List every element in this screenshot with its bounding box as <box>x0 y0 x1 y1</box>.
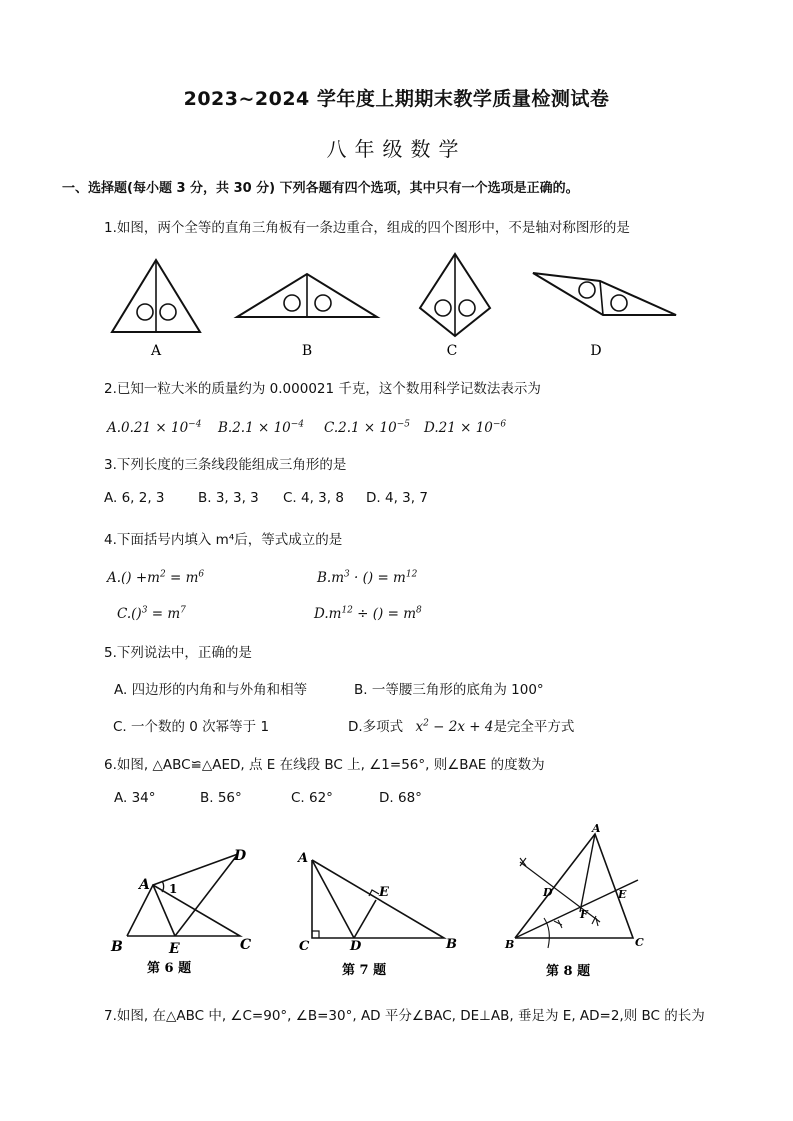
q1-figures <box>100 250 700 370</box>
question-3: 3.下列长度的三条线段能组成三角形的是 <box>104 457 347 473</box>
fig8-point-d: D <box>543 886 553 899</box>
fig6-angle-1: 1 <box>169 882 178 896</box>
q1-figure-a <box>112 260 200 359</box>
figure-7 <box>292 840 467 985</box>
fig8-point-b: B <box>505 938 515 951</box>
section-1-heading: 一、选择题(每小题 3 分，共 30 分) 下列各题有四个选项，其中只有一个选项是正确的。 <box>62 181 579 196</box>
question-4: 4.下面括号内填入 m⁴后，等式成立的是 <box>104 532 343 548</box>
q1-label-b: B <box>301 343 313 359</box>
q4-option-a: $A.() +m^2 = m^6$ <box>107 569 205 586</box>
fig6-point-d: D <box>234 848 247 864</box>
q5-polynomial: $x^2 - 2x + 4$ <box>415 718 494 735</box>
q1-figure-d <box>533 273 676 359</box>
q1-figure-b <box>237 274 377 359</box>
q3-option-a: A. 6, 2, 3 <box>104 490 165 506</box>
question-2: 2.已知一粒大米的质量约为 0.000021 千克，这个数用科学记数法表示为 <box>104 381 541 397</box>
q1-label-a: A <box>150 343 162 359</box>
q5-option-b: B. 一等腰三角形的底角为 100° <box>354 682 544 698</box>
fig7-point-a: A <box>298 851 309 866</box>
fig7-caption: 第 7 题 <box>342 963 387 978</box>
fig8-point-c: C <box>635 936 644 949</box>
fig6-point-c: C <box>240 937 252 953</box>
question-6: 6.如图, △ABC≌△AED, 点 E 在线段 BC 上, ∠1=56°, 则∠BAE 的度数为 <box>104 757 545 773</box>
question-7: 7.如图, 在△ABC 中, ∠C=90°, ∠B=30°, AD 平分∠BAC, DE⊥AB, 垂足为 E, AD=2,则 BC 的长为 <box>104 1008 705 1024</box>
q2-option-a: $A.0.21 \times 10^{-4}$ <box>107 419 202 436</box>
q6-option-d: D. 68° <box>379 790 422 806</box>
fig7-point-e: E <box>379 885 389 900</box>
q4-option-c: $C.()^3 = m^7$ <box>117 605 186 622</box>
figure-6 <box>105 840 265 980</box>
q2-option-c: $C.2.1 \times 10^{-5}$ <box>324 419 410 436</box>
q5-option-d: D.多项式 $x^2 - 2x + 4$是完全平方式 <box>348 718 575 735</box>
q4-option-b: $B.m^3$ · () = $m^{12}$ <box>317 569 418 586</box>
exam-title: 2023~2024 学年度上期期末教学质量检测试卷 <box>183 88 610 110</box>
fig7-point-d: D <box>350 939 362 954</box>
fig6-point-e: E <box>169 941 180 957</box>
question-5: 5.下列说法中，正确的是 <box>104 645 252 661</box>
fig6-caption: 第 6 题 <box>147 961 192 976</box>
q2-option-b: $B.2.1 \times 10^{-4}$ <box>218 419 305 436</box>
q6-option-c: C. 62° <box>291 790 333 806</box>
fig8-caption: 第 8 题 <box>546 964 591 979</box>
q1-label-d: D <box>590 343 602 359</box>
question-1: 1.如图，两个全等的直角三角板有一条边重合，组成的四个图形中，不是轴对称图形的是 <box>104 220 630 236</box>
fig8-point-e: E <box>618 888 627 901</box>
q3-option-b: B. 3, 3, 3 <box>198 490 259 506</box>
q4-option-d: $D.m^{12}$ ÷ () = $m^8$ <box>314 605 422 622</box>
q3-option-d: D. 4, 3, 7 <box>366 490 428 506</box>
fig7-point-b: B <box>446 937 457 952</box>
fig8-point-f: F <box>580 908 588 921</box>
fig6-point-b: B <box>111 939 123 955</box>
exam-subtitle: 八年级数学 <box>326 137 467 161</box>
fig7-point-c: C <box>299 939 310 954</box>
q1-label-c: C <box>446 343 458 359</box>
fig6-point-a: A <box>139 877 150 893</box>
fig8-point-a: A <box>592 822 601 835</box>
q6-option-a: A. 34° <box>114 790 156 806</box>
q1-figure-c <box>420 254 490 359</box>
q2-option-d: $D.21 \times 10^{-6}$ <box>424 419 507 436</box>
q5-option-a: A. 四边形的内角和与外角和相等 <box>114 682 308 698</box>
q3-option-c: C. 4, 3, 8 <box>283 490 344 506</box>
figure-8 <box>500 820 660 985</box>
q5-option-c: C. 一个数的 0 次幂等于 1 <box>113 719 270 735</box>
q6-option-b: B. 56° <box>200 790 242 806</box>
